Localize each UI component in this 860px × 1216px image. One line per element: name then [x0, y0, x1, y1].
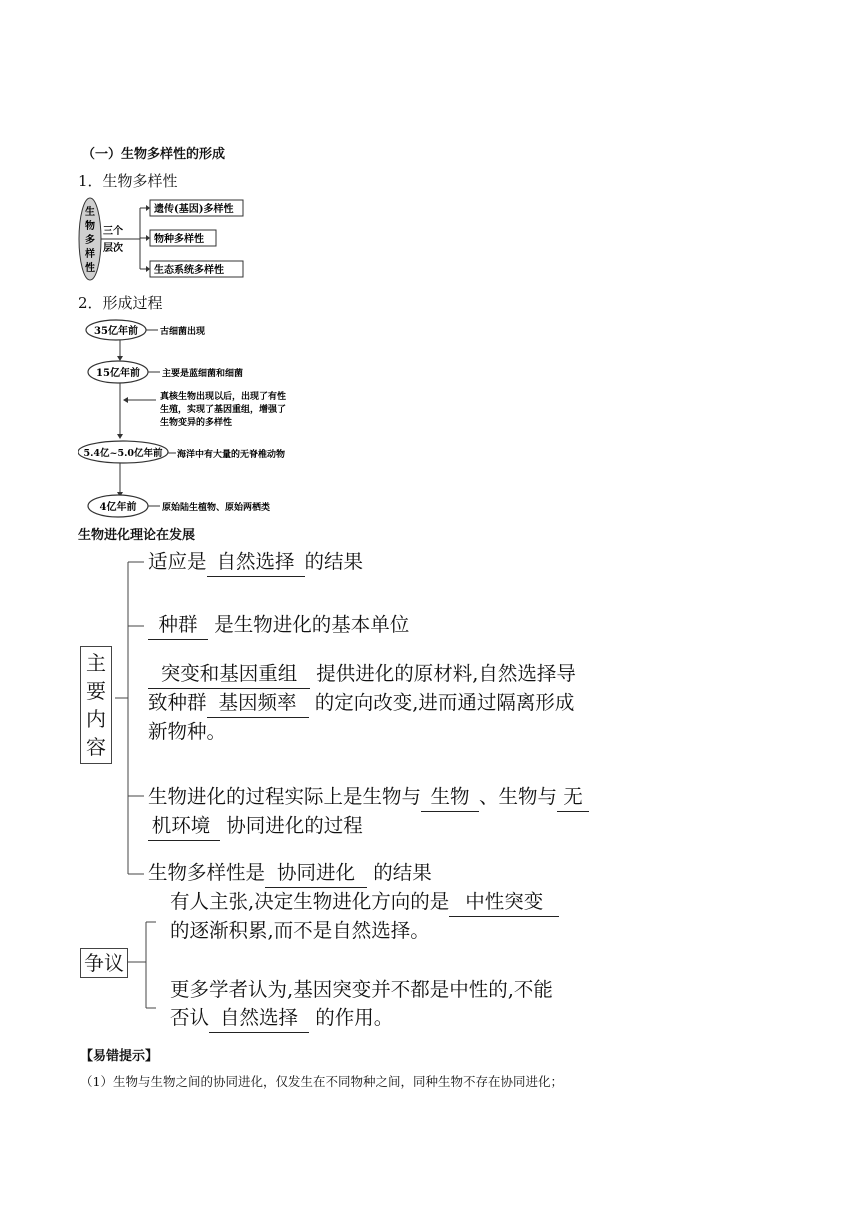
stage-desc: 原始陆生植物、原始两栖类: [162, 503, 271, 513]
main-content-label-char: 内: [86, 707, 106, 731]
main-content-label-char: 要: [86, 679, 106, 703]
connector-bottom-label: 层次: [103, 243, 123, 254]
answer-blank: 协同进化: [265, 859, 367, 888]
point-text: 的结果: [304, 550, 364, 573]
stage-time: 35亿年前: [94, 326, 138, 337]
point-text: 的结果: [373, 861, 432, 884]
stage-desc: 主要是蓝细菌和细菌: [162, 369, 244, 379]
theory-point-5: [148, 859, 432, 888]
point-text: 、生物与: [479, 785, 558, 808]
point-text: 新物种。: [148, 720, 227, 743]
point-text: 生物进化的过程实际上是生物与: [148, 785, 422, 808]
answer-blank: 种群: [148, 611, 208, 640]
theory-point-1: [148, 548, 363, 577]
formation-process-diagram: [78, 316, 338, 522]
dispute-point-1: [170, 888, 559, 945]
main-content-label-char: 主: [86, 651, 106, 675]
note-line: 生殖，实现了基因重组，增强了: [160, 405, 287, 415]
stage-time: 4亿年前: [99, 502, 137, 513]
item1-heading: 1．生物多样性: [78, 172, 178, 190]
stage-desc: 海洋中有大量的无脊椎动物: [177, 450, 286, 460]
answer-blank: 无: [557, 783, 589, 812]
point-text: 生物多样性是: [148, 861, 266, 884]
answer-blank: 生物: [421, 783, 479, 812]
point-text: 的定向改变,进而通过隔离形成: [314, 691, 575, 714]
point-text: 有人主张,决定生物进化方向的是: [170, 890, 450, 913]
answer-blank: 中性突变: [449, 888, 559, 917]
stage-desc: 古细菌出现: [160, 327, 206, 337]
point-text: 致种群: [148, 691, 207, 714]
level-ecosystem: 生态系统多样性: [154, 265, 224, 276]
answer-blank: 自然选择: [207, 548, 305, 577]
point-text: 提供进化的原材料,自然选择导: [316, 662, 576, 685]
theory-point-4: [148, 783, 589, 841]
point-text: 是生物进化的基本单位: [214, 613, 410, 636]
level-genetic: 遗传(基因)多样性: [154, 204, 234, 215]
point-text: 的作用。: [315, 1006, 394, 1029]
point-text: 否认: [170, 1006, 210, 1029]
biodiversity-root-char: 物: [85, 221, 95, 232]
level-species: 物种多样性: [154, 234, 204, 245]
biodiversity-diagram: [78, 196, 248, 282]
biodiversity-root-char: 性: [85, 263, 95, 274]
point-text: 的逐渐积累,而不是自然选择。: [170, 919, 430, 942]
note-line: 真核生物出现以后，出现了有性: [160, 392, 287, 402]
point-text: 更多学者认为,基因突变并不都是中性的,不能: [170, 978, 553, 1001]
stage-time: 5.4亿~5.0亿年前: [83, 448, 163, 459]
main-content-label-box: [80, 646, 112, 764]
dispute-point-2: [170, 976, 553, 1033]
theory-point-3: [148, 660, 576, 746]
section-title: （一）生物多样性的形成: [82, 147, 226, 162]
theory-point-2: [148, 611, 409, 640]
item2-heading: 2．形成过程: [78, 294, 163, 312]
biodiversity-root-char: 生: [85, 207, 95, 218]
point-text: 协同进化的过程: [226, 814, 363, 837]
item3-heading: 生物进化理论在发展: [78, 528, 196, 543]
answer-blank: 自然选择: [209, 1004, 309, 1033]
main-content-label-char: 容: [86, 735, 106, 759]
tips-item-1: （1）生物与生物之间的协同进化，仅发生在不同物种之间，同种生物不存在协同进化；: [80, 1074, 563, 1089]
connector-top-label: 三个: [103, 226, 123, 237]
answer-blank: 突变和基因重组: [148, 660, 310, 689]
dispute-label-box: 争议: [80, 948, 128, 978]
answer-blank: 机环境: [148, 812, 220, 841]
note-line: 生物变异的多样性: [160, 418, 233, 428]
answer-blank: 基因频率: [207, 689, 309, 718]
stage-time: 15亿年前: [96, 368, 140, 379]
tips-heading: 【易错提示】: [80, 1049, 159, 1064]
point-text: 适应是: [148, 550, 207, 573]
biodiversity-root-char: 多: [85, 235, 95, 246]
biodiversity-root-char: 样: [85, 249, 95, 260]
